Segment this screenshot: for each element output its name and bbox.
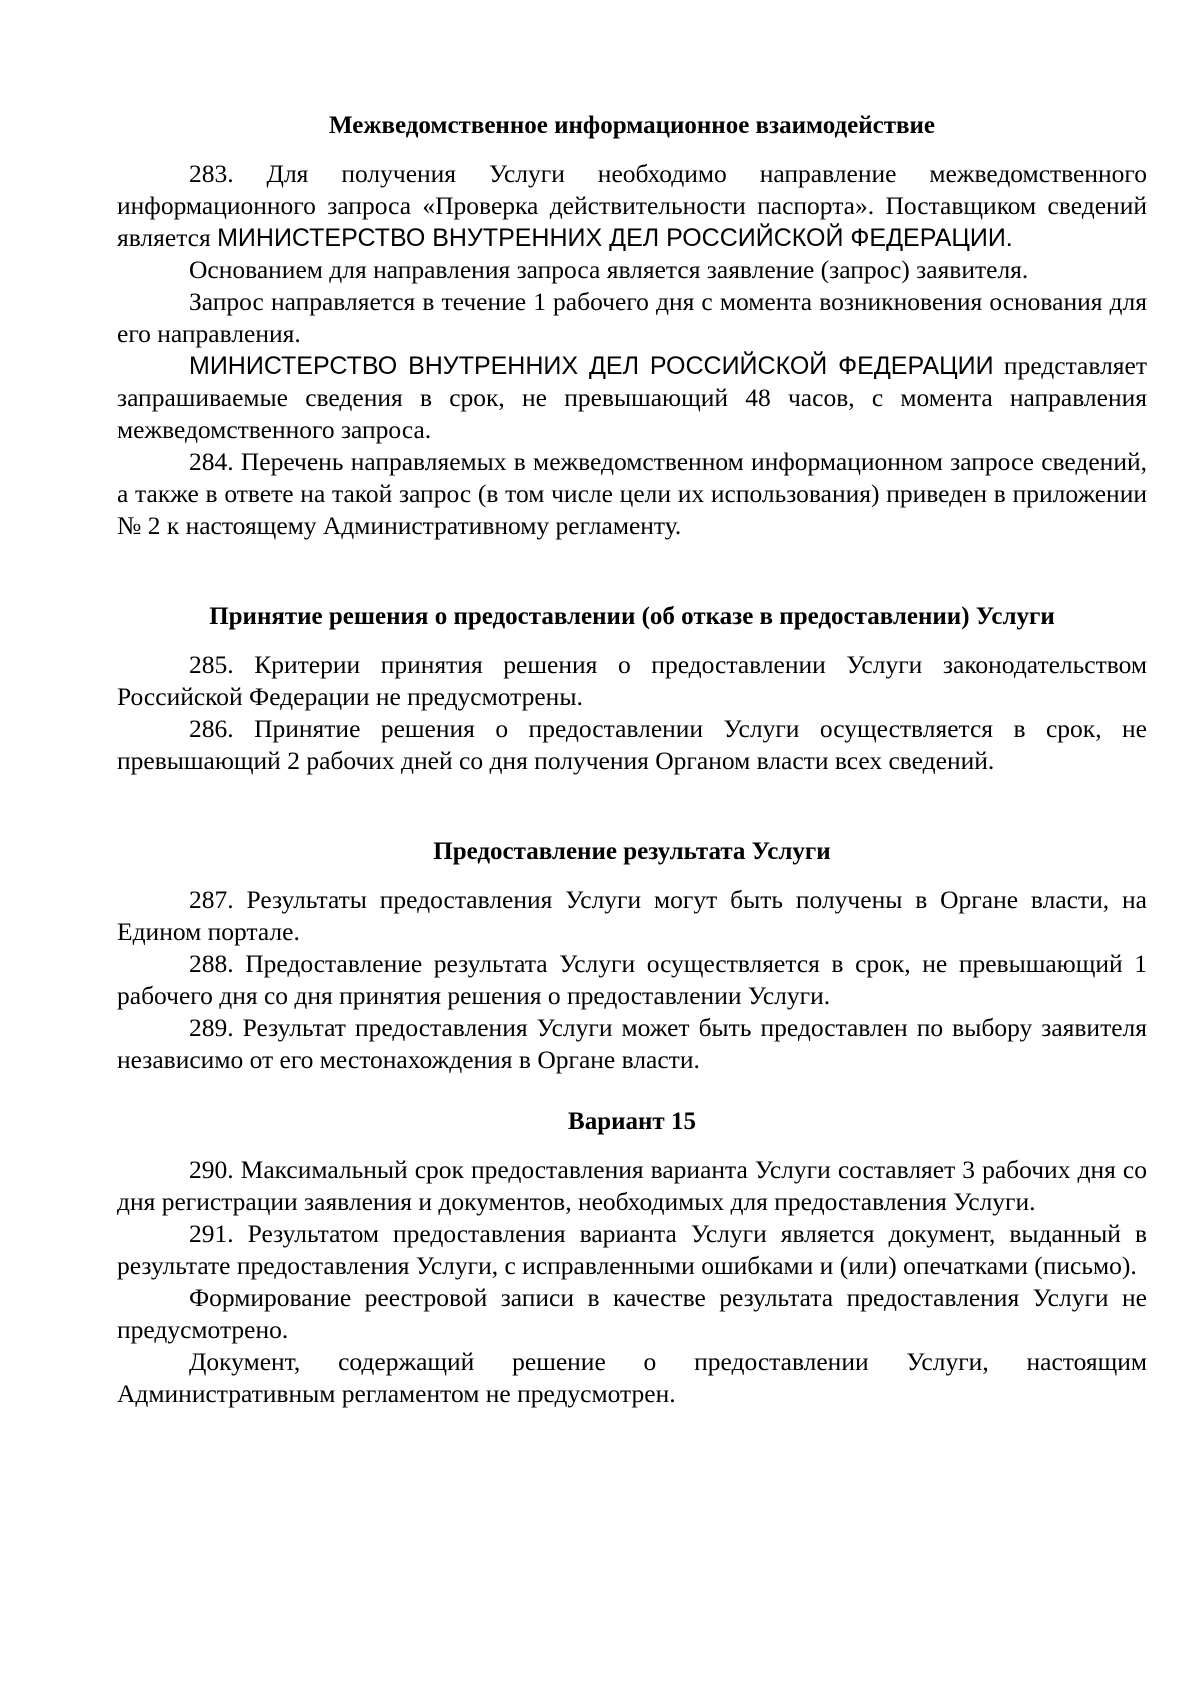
document-page xyxy=(117,110,1147,1410)
paragraph-283-text: 283. Для получения Услуги необходимо направление межведомственного информационного запроса «Проверка действительности паспорта». Поставщиком сведений является xyxy=(117,159,1147,252)
paragraph-288: 288. Предоставление результата Услуги осуществляется в срок, не превышающий 1 рабочего дня со дня принятия решения о предоставлении Услуги. xyxy=(117,949,1147,1010)
section-heading-variant-15: Вариант 15 xyxy=(568,1108,696,1135)
paragraph-decision-document: Документ, содержащий решение о предоставлении Услуги, настоящим Административным регламентом не предусмотрен. xyxy=(117,1347,1147,1408)
paragraph-289: 289. Результат предоставления Услуги может быть предоставлен по выбору заявителя независимо от его местонахождения в Органе власти. xyxy=(117,1013,1147,1074)
ministry-name-2: МИНИСТЕРСТВО ВНУТРЕННИХ ДЕЛ РОССИЙСКОЙ ФЕДЕРАЦИИ xyxy=(189,352,994,380)
paragraph-286: 286. Принятие решения о предоставлении Услуги осуществляется в срок, не превышающий 2 рабочих дней со дня получения Органом власти всех сведений. xyxy=(117,714,1147,775)
paragraph-283 xyxy=(117,158,1147,254)
section-heading-result: Предоставление результата Услуги xyxy=(433,838,831,865)
paragraph-request-timing: Запрос направляется в течение 1 рабочего дня с момента возникновения основания для его направления. xyxy=(117,287,1147,348)
section-heading-interagency: Межведомственное информационное взаимодействие xyxy=(329,112,935,139)
paragraph-284: 284. Перечень направляемых в межведомственном информационном запросе сведений, а также в ответе на такой запрос (в том числе цели их использования) приведен в приложении № 2 к настоящему Административному регламенту. xyxy=(117,447,1147,540)
paragraph-285: 285. Критерии принятия решения о предоставлении Услуги законодательством Российской Федерации не предусмотрены. xyxy=(117,650,1147,711)
paragraph-ministry-provides xyxy=(117,350,1147,446)
paragraph-291: 291. Результатом предоставления варианта Услуги является документ, выданный в результате предоставления Услуги, с исправленными ошибками и (или) опечатками (письмо). xyxy=(117,1219,1147,1280)
section-heading-decision: Принятие решения о предоставлении (об отказе в предоставлении) Услуги xyxy=(209,603,1055,630)
paragraph-basis: Основанием для направления запроса является заявление (запрос) заявителя. xyxy=(189,255,1029,284)
paragraph-ministry-provides-text: представляет запрашиваемые сведения в срок, не превышающий 48 часов, с момента направления межведомственного запроса. xyxy=(117,351,1147,444)
paragraph-registry: Формирование реестровой записи в качестве результата предоставления Услуги не предусмотрено. xyxy=(117,1283,1147,1344)
paragraph-290: 290. Максимальный срок предоставления варианта Услуги составляет 3 рабочих дня со дня регистрации заявления и документов, необходимых для предоставления Услуги. xyxy=(117,1155,1147,1216)
paragraph-287: 287. Результаты предоставления Услуги могут быть получены в Органе власти, на Едином портале. xyxy=(117,885,1147,946)
ministry-name-1: МИНИСТЕРСТВО ВНУТРЕННИХ ДЕЛ РОССИЙСКОЙ ФЕДЕРАЦИИ. xyxy=(217,224,1013,252)
